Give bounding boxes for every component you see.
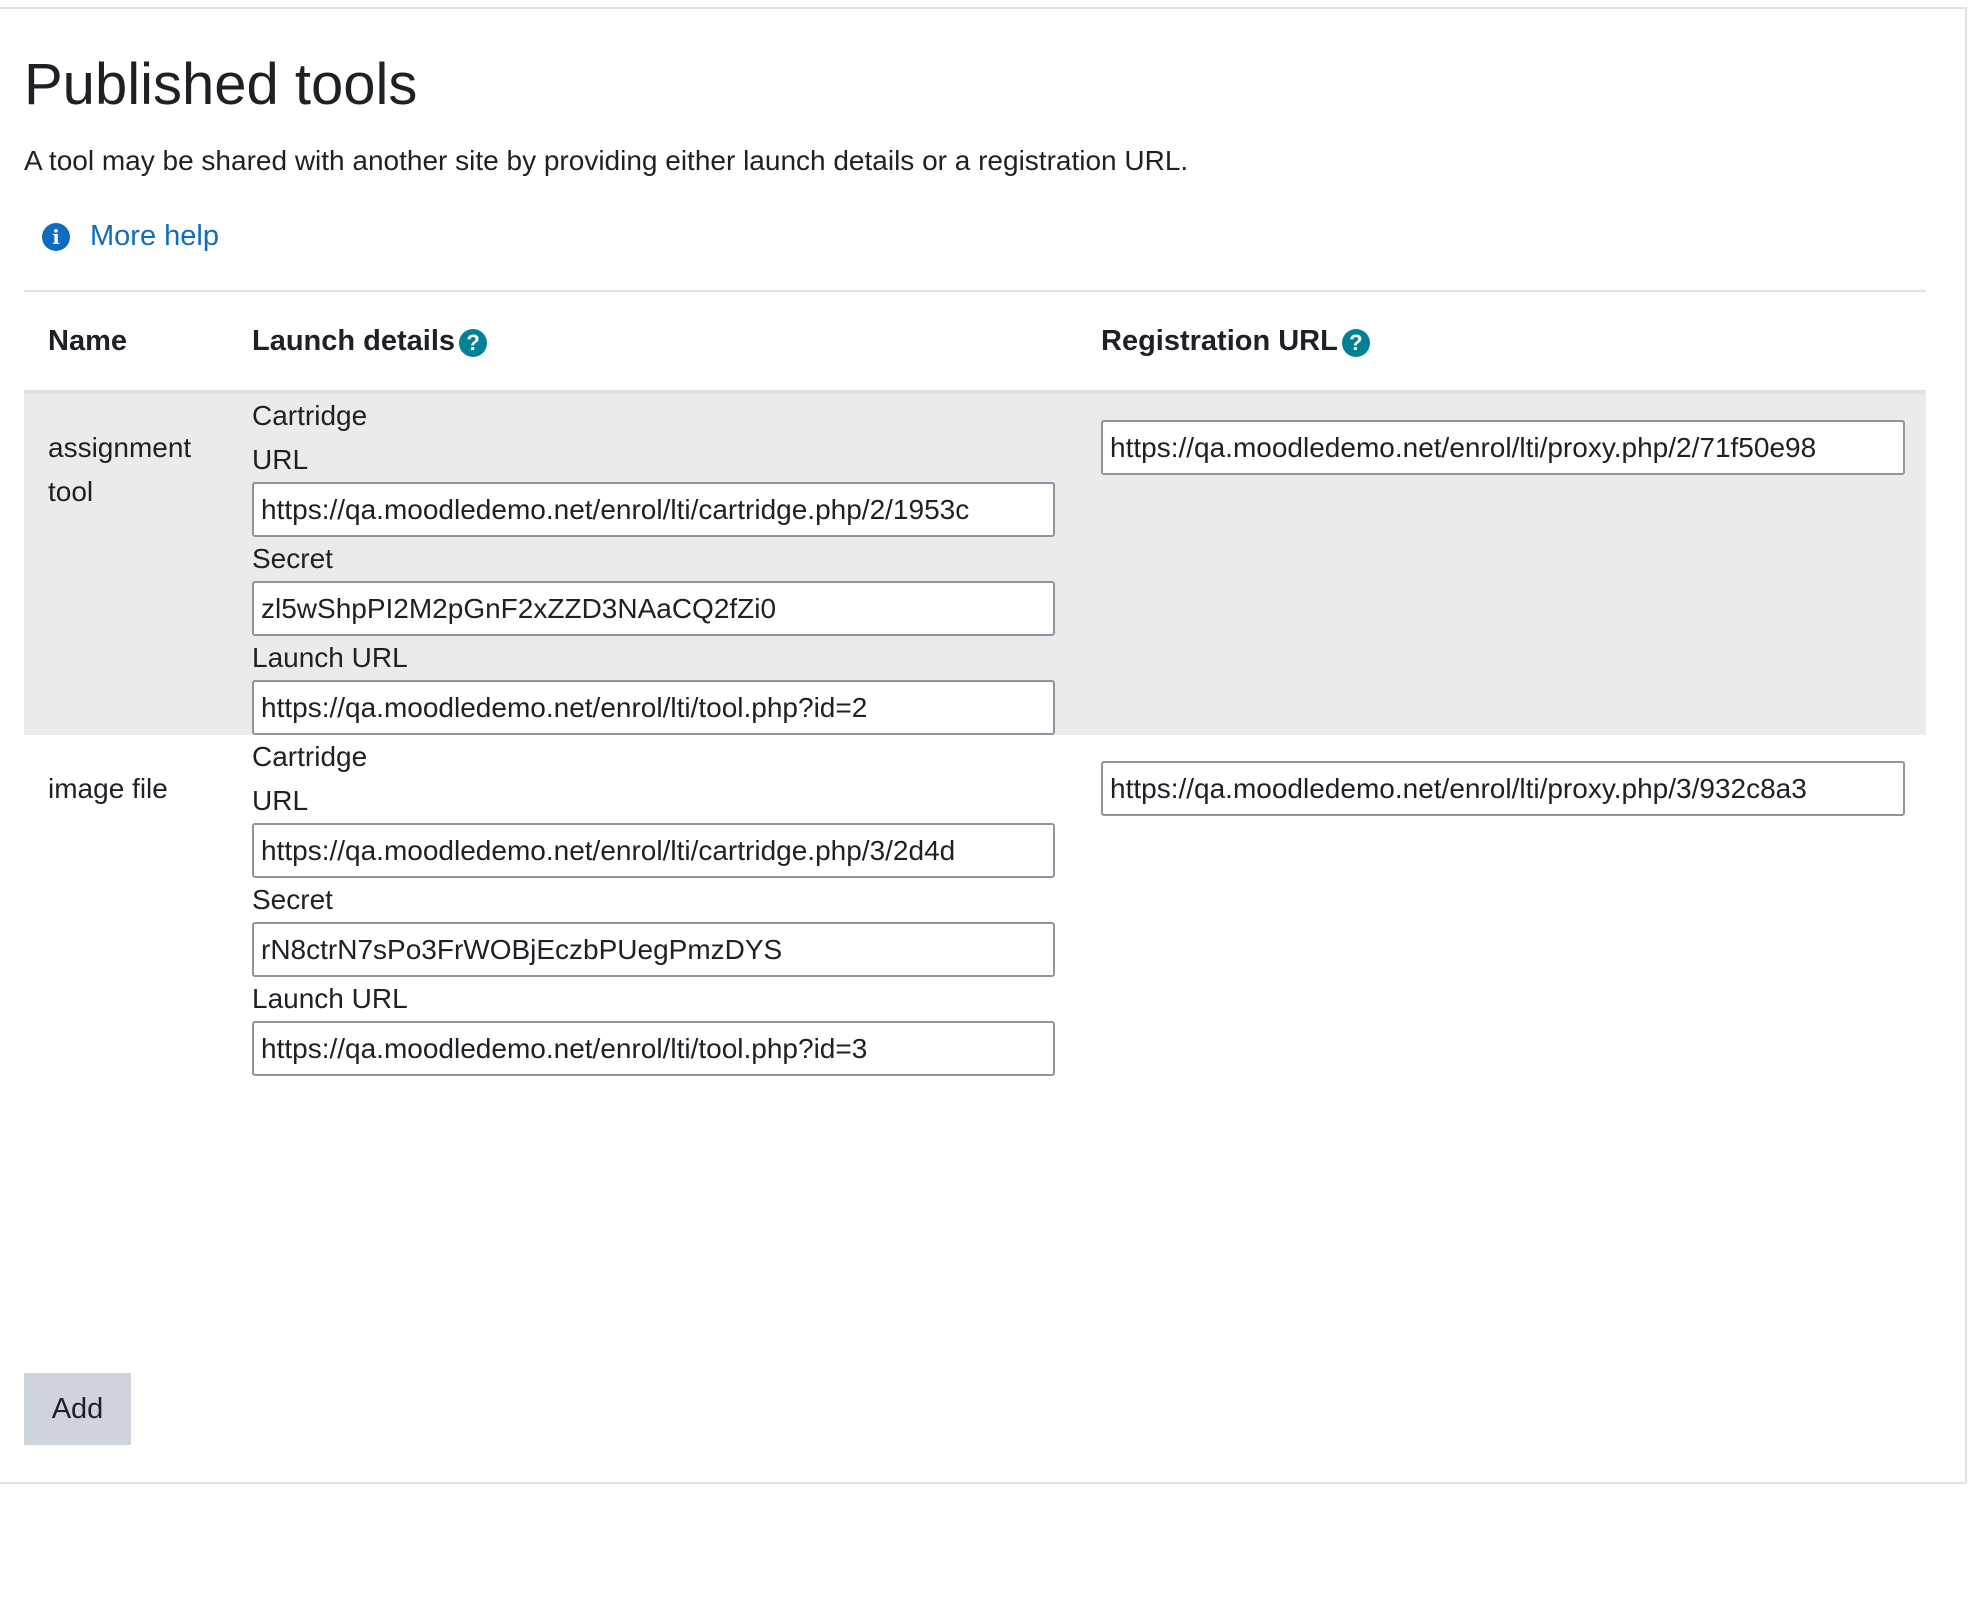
registration-url-field[interactable] bbox=[1101, 420, 1905, 475]
launch-url-field[interactable] bbox=[252, 680, 1055, 735]
cartridge-url-field[interactable] bbox=[252, 482, 1055, 537]
launch-url-label: Launch URL bbox=[252, 642, 408, 673]
secret-label: Secret bbox=[252, 543, 333, 574]
secret-field[interactable] bbox=[252, 922, 1055, 977]
secret-label: Secret bbox=[252, 884, 333, 915]
cartridge-url-label: Cartridge URL bbox=[252, 741, 368, 816]
more-help-label: More help bbox=[90, 220, 219, 252]
header-registration-url-label: Registration URL bbox=[1101, 324, 1338, 357]
tool-name-cell bbox=[24, 392, 252, 735]
registration-url-cell bbox=[1101, 735, 1926, 1076]
registration-url-cell bbox=[1101, 392, 1926, 735]
table-header-row bbox=[24, 292, 1926, 392]
header-name-label: Name bbox=[48, 324, 127, 357]
header-name bbox=[24, 292, 252, 392]
secret-field[interactable] bbox=[252, 581, 1055, 636]
header-launch-details bbox=[252, 292, 1101, 392]
help-question-icon[interactable]: ? bbox=[459, 329, 487, 357]
tool-name-cell bbox=[24, 735, 252, 1076]
published-tools-table bbox=[24, 292, 1926, 1076]
launch-details-cell bbox=[252, 392, 1101, 735]
table-row bbox=[24, 735, 1926, 1076]
tool-name: assignment tool bbox=[48, 432, 192, 507]
cartridge-url-label: Cartridge URL bbox=[252, 400, 368, 475]
cartridge-url-field[interactable] bbox=[252, 823, 1055, 878]
launch-details-cell bbox=[252, 735, 1101, 1076]
header-launch-details-label: Launch details bbox=[252, 324, 456, 357]
registration-url-field[interactable] bbox=[1101, 761, 1905, 816]
intro-text: A tool may be shared with another site by providing either launch details or a registration URL. bbox=[24, 145, 1189, 176]
launch-url-field[interactable] bbox=[252, 1021, 1055, 1076]
table-row bbox=[24, 392, 1926, 735]
page-title: Published tools bbox=[24, 52, 418, 117]
header-registration-url bbox=[1101, 292, 1926, 392]
tool-name: image file bbox=[48, 773, 168, 804]
info-icon: i bbox=[42, 223, 70, 251]
more-help-link[interactable] bbox=[42, 220, 219, 253]
help-question-icon[interactable]: ? bbox=[1342, 329, 1370, 357]
add-button[interactable]: Add bbox=[24, 1373, 131, 1445]
launch-url-label: Launch URL bbox=[252, 983, 408, 1014]
